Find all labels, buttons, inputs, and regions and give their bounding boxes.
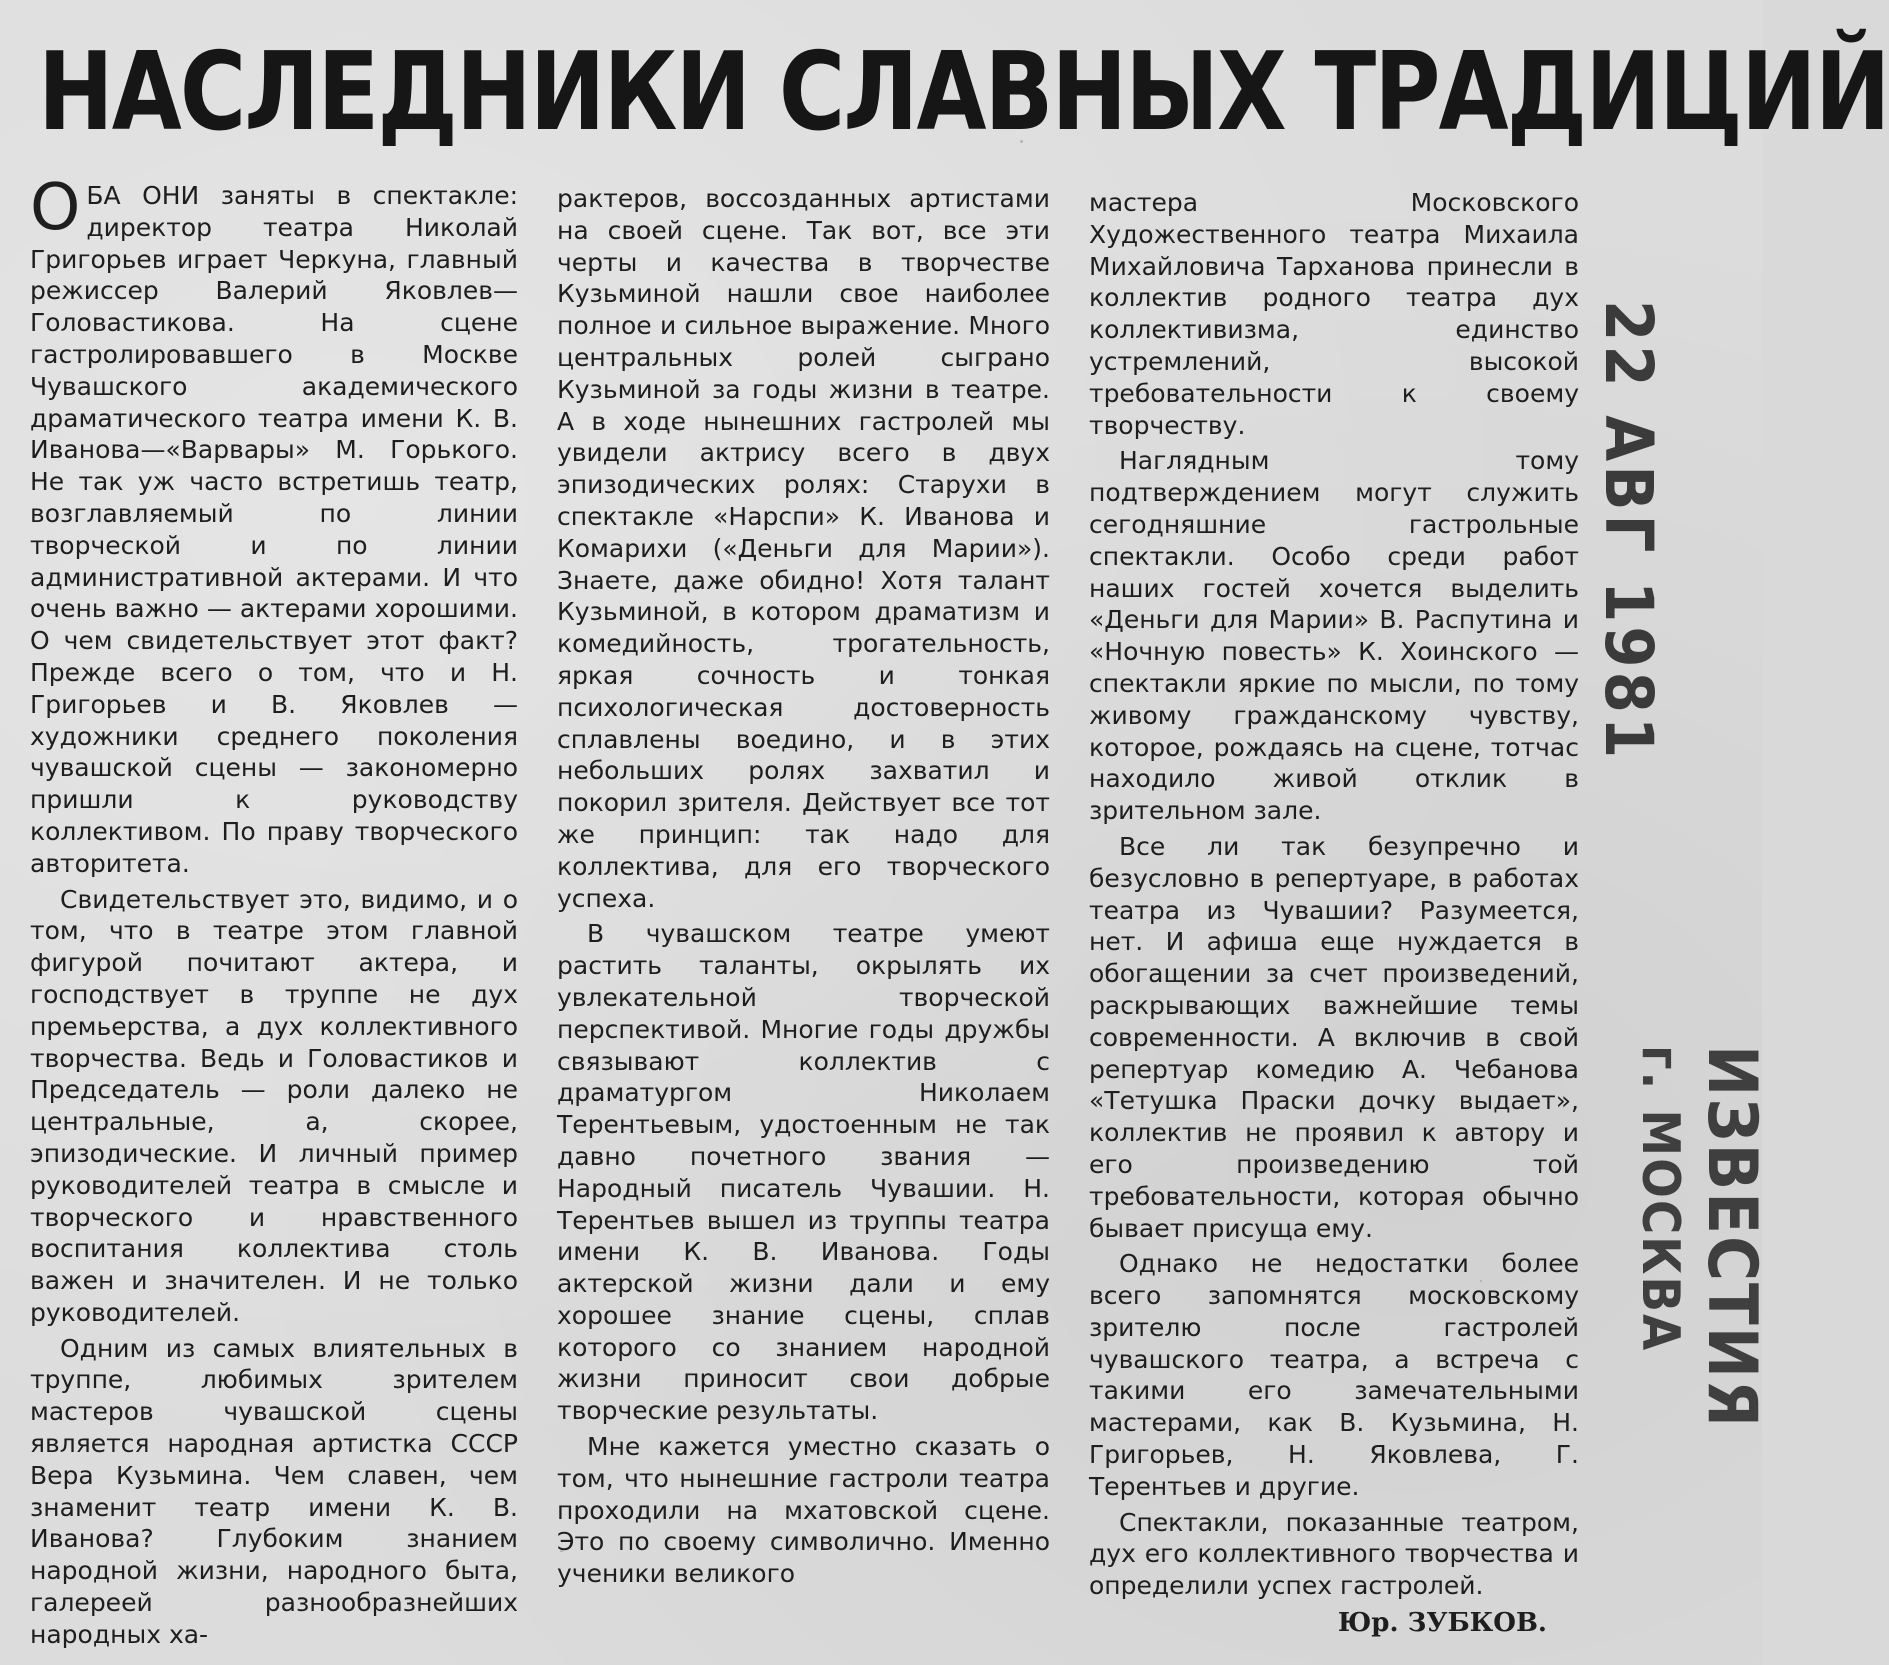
print-speck bbox=[1020, 140, 1023, 143]
paragraph: рактеров, воссозданных артистами на своей сцене. Так вот, все эти черты и качества в творчестве Кузьминой нашли свое наиболее полное и сильное выражение. Много центральных ролей сыграно Кузьминой за годы жизни в театре. А в ходе нынешних гастролей мы увидели актрису всего в двух эпизодических ролях: Старухи в спектакле «Нарспи» К. Иванова и Комарихи («Деньги для Марии»). Знаете, даже обидно! Хотя талант Кузьминой, в котором драматизм и комедийность, трогательность, яркая сочность и тонкая психологическая достоверность сплавлены воедино, и в этих небольших ролях захватил и покорил зрителя. Действует все тот же принцип: так надо для коллектива, для его творческого успеха. bbox=[557, 184, 1050, 913]
source-city: г. МОСКВА bbox=[1630, 1045, 1690, 1353]
paragraph: В чувашском театре умеют растить таланты, окрылять их увлекательной творческой перспективой. Многие годы дружбы связывают коллектив с драматургом Николаем Терентьевым, удостоенным не так давно почетного звания — Народный писатель Чувашии. Н. Терентьев вышел из труппы театра имени К. В. Иванова. Годы актерской жизни дали и ему хорошее знание сцены, сплав которого со знанием народной жизни приносит свои добрые творческие результаты. bbox=[557, 919, 1050, 1426]
print-speck bbox=[560, 1550, 563, 1552]
paragraph: мастера Московского Художественного театра Михаила Михайловича Тарханова принесли в коллектив родного театра дух коллективизма, единство устремлений, высокой требовательности к своему творчеству. bbox=[1089, 188, 1579, 440]
date-stamp: 22 АВГ 1981 bbox=[1590, 300, 1667, 763]
source-newspaper-name: ИЗВЕСТИЯ bbox=[1692, 1045, 1771, 1430]
paragraph-text: БА ОНИ заняты в спектакле: директор театра Николай Григорьев играет Черкуна, главный режиссер Валерий Яковлев—Головастикова. На сцене гастролировавшего в Москве Чувашского академического драматического театра имени К. В. Иванова—«Варвары» М. Горького. Не так уж часто встретишь театр, возглавляемый по линии творческой и по линии административной актерами. И что очень важно — актерами хорошими. О чем свидетельствует этот факт? Прежде всего о том, что и Н. Григорьев и В. Яковлев — художники среднего поколения чувашской сцены — закономерно пришли к руководству коллективом. По праву творческого авторитета. bbox=[30, 181, 518, 878]
paragraph: Однако не недостатки более всего запомнятся московскому зрителю после гастролей чувашского театра, а встреча с такими его замечательными мастерами, как В. Кузьмина, Н. Григорьев, Н. Яковлева, Г. Терентьев и другие. bbox=[1089, 1249, 1579, 1501]
paragraph bbox=[30, 171, 518, 880]
paragraph: Свидетельствует это, видимо, и о том, что в театре этом главной фигурой почитают актера, и господствует в труппе не дух премьерства, а дух коллективного творчества. Ведь и Головастиков и Председатель — роли далеко не центральные, а, скорее, эпизодические. И личный пример руководителей театра в смысле и творческого и нравственного воспитания коллектива столь важен и значителен. И не только руководителей. bbox=[30, 884, 518, 1327]
article-column-3 bbox=[1089, 187, 1579, 1640]
paragraph: Одним из самых влиятельных в труппе, любимых зрителем мастеров чувашской сцены является народная артистка СССР Вера Кузьмина. Чем славен, чем знаменит театр имени К. В. Иванова? Глубоким знанием народной жизни, народного быта, галереей разнообразнейших народных ха- bbox=[30, 1333, 518, 1649]
paragraph: Все ли так безупречно и безусловно в репертуаре, в работах театра из Чувашии? Разумеется, нет. И афиша еще нуждается в обогащении за счет произведений, раскрывающих важнейшие темы современности. А включив в свой репертуар комедию А. Чебанова «Тетушка Праски дочку выдает», коллектив не проявил к автору и его произведению той требовательности, которая обычно бывает присуща ему. bbox=[1089, 831, 1579, 1243]
author-signature: Юр. ЗУБКОВ. bbox=[1337, 1608, 1547, 1639]
paragraph: Спектакли, показанные театром, дух его коллективного творчества и определили успех гастролей. bbox=[1089, 1507, 1579, 1601]
article-column-1 bbox=[30, 171, 518, 1655]
headline: НАСЛЕДНИКИ СЛАВНЫХ ТРАДИЦИЙ bbox=[38, 30, 1889, 155]
print-speck bbox=[1480, 1280, 1482, 1282]
drop-cap: О bbox=[30, 171, 81, 245]
source-stamp bbox=[1610, 1045, 1770, 1665]
paragraph: Мне кажется уместно сказать о том, что нынешние гастроли театра проходили на мхатовской сцене. Это по своему символично. Именно ученики великого bbox=[557, 1432, 1050, 1589]
article-column-2 bbox=[557, 183, 1050, 1594]
paragraph: Наглядным тому подтверждением могут служить сегодняшние гастрольные спектакли. Особо среди работ наших гостей хочется выделить «Деньги для Марии» В. Распутина и «Ночную повесть» К. Хоинского — спектакли яркие по мысли, по тому живому гражданскому чувству, которое, рождаясь на сцене, тотчас находило живой отклик в зрительном зале. bbox=[1089, 446, 1579, 826]
